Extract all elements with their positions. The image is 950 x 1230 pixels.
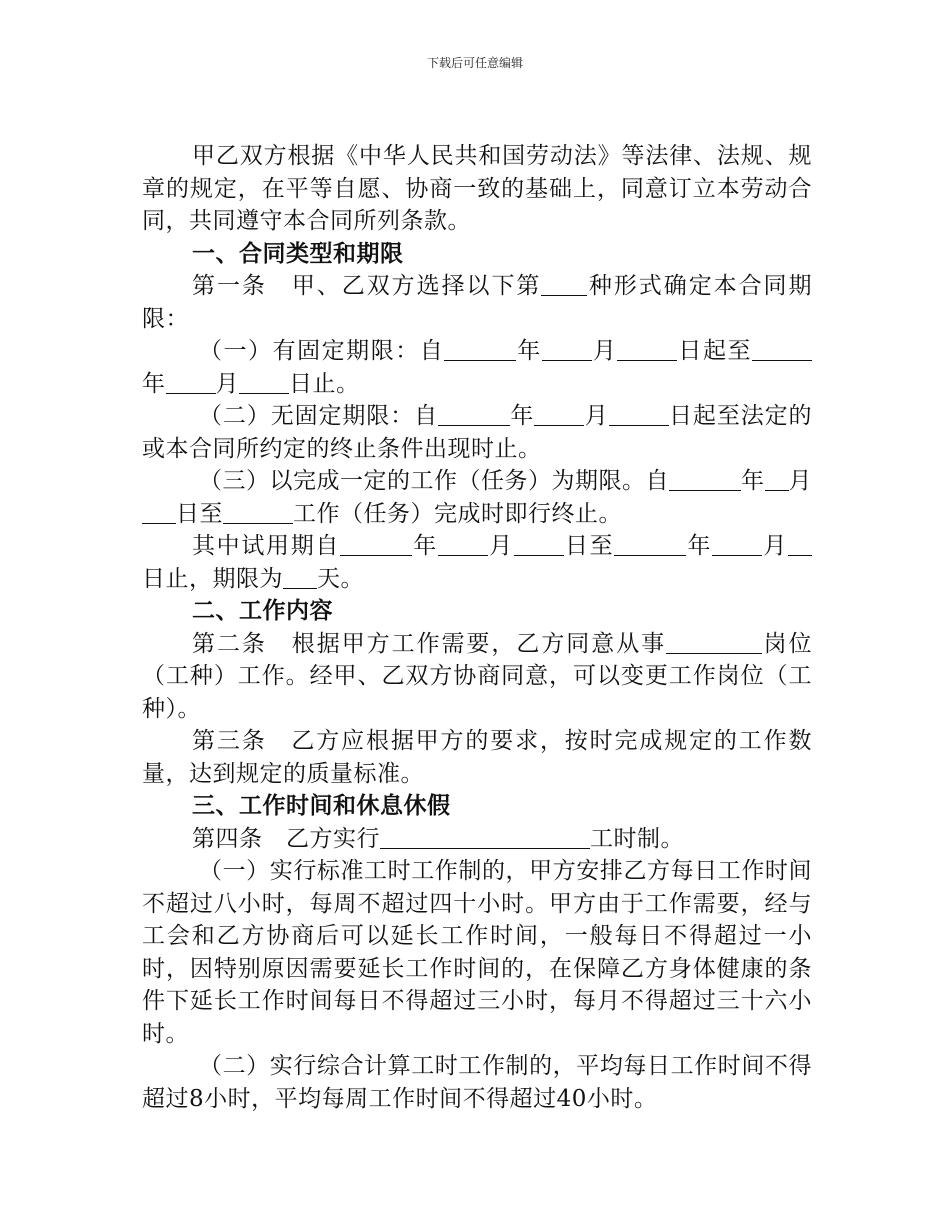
option-fixed-term: （一）有固定期限：自 年 月 日起至年 月 日止。 bbox=[142, 335, 812, 400]
article-1: 第一条 甲、乙双方选择以下第 种形式确定本合同期限： bbox=[142, 273, 813, 332]
page-header: 下载后可任意编辑 bbox=[426, 56, 523, 70]
blank-field[interactable] bbox=[669, 468, 741, 491]
blank-field[interactable] bbox=[239, 371, 289, 394]
blank-field[interactable] bbox=[712, 533, 762, 556]
preamble-paragraph: 甲乙双方根据《中华人民共和国劳动法》等法律、法规、规章的规定，在平等自愿、协商一致的基础上，同意订立本劳动合同，共同遵守本合同所列条款。 bbox=[142, 143, 812, 234]
section-heading-1: 一、合同类型和期限 bbox=[192, 239, 404, 267]
article-2: 第二条 根据甲方工作需要，乙方同意从事 岗位（工种）工作。经甲、乙双方协商同意，可以变更工作岗位（工种）。 bbox=[142, 630, 813, 722]
blank-field[interactable] bbox=[444, 338, 516, 361]
blank-field[interactable] bbox=[788, 533, 812, 556]
blank-field[interactable] bbox=[438, 403, 510, 426]
standard-hours-clause: （一）实行标准工时工作制的，甲方安排乙方每日工作时间不超过八小时，每周不超过四十小时。甲方由于工作需要，经与工会和乙方协商后可以延长工作时间，一般每日不得超过一小时，因特别原因需要延长工作时间的，在保障乙方身体健康的条件下延长工作时间每日不得超过三小时，每月不得超过三十六小时。 bbox=[142, 858, 812, 1047]
section-heading-3: 三、工作时间和休息休假 bbox=[192, 792, 451, 819]
blank-field[interactable] bbox=[614, 533, 686, 556]
blank-field[interactable] bbox=[541, 273, 587, 296]
option-task-term: （三）以完成一定的工作（任务）为期限。自 年 月日至 工作（任务）完成时即行终止。 bbox=[142, 465, 812, 530]
article-4: 第四条 乙方实行 工时制。 bbox=[192, 825, 684, 852]
blank-field[interactable] bbox=[752, 338, 812, 361]
blank-field[interactable] bbox=[166, 371, 216, 394]
blank-field[interactable] bbox=[534, 403, 584, 426]
blank-field[interactable] bbox=[283, 566, 317, 589]
contract-body bbox=[142, 140, 812, 1115]
blank-field[interactable] bbox=[617, 338, 677, 361]
blank-field[interactable] bbox=[666, 631, 762, 654]
blank-field[interactable] bbox=[765, 468, 789, 491]
blank-field[interactable] bbox=[609, 403, 669, 426]
blank-field[interactable] bbox=[438, 533, 488, 556]
blank-field[interactable] bbox=[514, 533, 564, 556]
section-heading-2: 二、工作内容 bbox=[192, 597, 333, 624]
blank-field[interactable] bbox=[223, 501, 293, 524]
blank-field[interactable] bbox=[340, 533, 412, 556]
article-3: 第三条 乙方应根据甲方的要求，按时完成规定的工作数量，达到规定的质量标准。 bbox=[142, 728, 812, 787]
blank-field[interactable] bbox=[542, 338, 592, 361]
blank-field[interactable] bbox=[380, 826, 590, 849]
option-open-term: （二）无固定期限：自 年 月 日起至法定的或本合同所约定的终止条件出现时止。 bbox=[142, 403, 813, 462]
comprehensive-hours-clause: （二）实行综合计算工时工作制的，平均每日工作时间不得超过8小时，平均每周工作时间不得超过40小时。 bbox=[142, 1053, 812, 1112]
blank-field[interactable] bbox=[142, 501, 176, 524]
probation-period: 其中试用期自 年 月 日至 年 月日止，期限为 天。 bbox=[142, 530, 812, 595]
